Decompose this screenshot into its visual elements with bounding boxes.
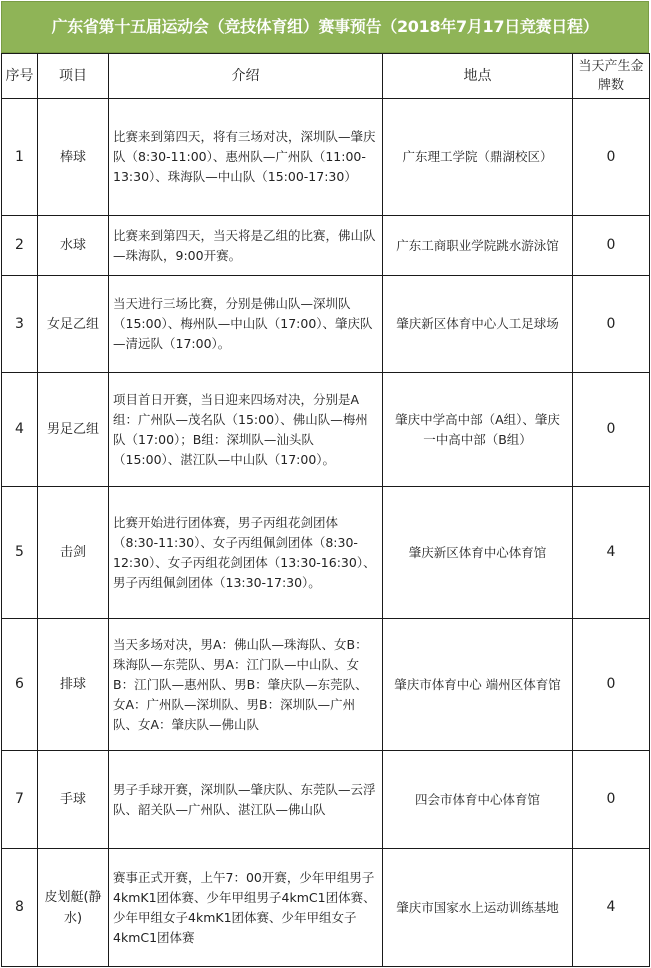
row-venue: 肇庆市体育中心 端州区体育馆 [383, 619, 573, 751]
page-title: 广东省第十五届运动会（竞技体育组）赛事预告（2018年7月17日竞赛日程） [1, 1, 649, 53]
row-event: 棒球 [38, 99, 109, 216]
table-row [2, 373, 650, 487]
row-event: 手球 [38, 751, 109, 849]
row-medals: 4 [573, 849, 650, 967]
row-venue: 广东理工学院（鼎湖校区） [383, 99, 573, 216]
column-header-medals: 当天产生金牌数 [573, 54, 650, 99]
row-description: 当天进行三场比赛，分别是佛山队—深圳队（15:00）、梅州队—中山队（17:00）、肇庆队—清远队（17:00）。 [109, 276, 383, 373]
row-event: 排球 [38, 619, 109, 751]
row-description: 当天多场对决，男A：佛山队—珠海队、女B：珠海队—东莞队、男A：江门队—中山队、女B：江门队—惠州队、男B：肇庆队—东莞队、女A：广州队—深圳队、男B：深圳队—广州队、女A：肇庆队—佛山队 [109, 619, 383, 751]
row-index: 7 [2, 751, 38, 849]
table-row [2, 99, 650, 216]
row-venue: 肇庆新区体育中心人工足球场 [383, 276, 573, 373]
table-header-row [2, 54, 650, 99]
table-row [2, 751, 650, 849]
row-event: 击剑 [38, 487, 109, 619]
row-event: 女足乙组 [38, 276, 109, 373]
row-venue: 肇庆新区体育中心体育馆 [383, 487, 573, 619]
row-index: 6 [2, 619, 38, 751]
row-medals: 0 [573, 751, 650, 849]
row-medals: 0 [573, 216, 650, 276]
row-venue: 肇庆市国家水上运动训练基地 [383, 849, 573, 967]
row-description: 赛事正式开赛，上午7：00开赛，少年甲组男子4kmK1团体赛、少年甲组男子4kmC1团体赛、少年甲组女子4kmK1团体赛、少年甲组女子4kmC1团体赛 [109, 849, 383, 967]
table-row [2, 849, 650, 967]
row-medals: 0 [573, 276, 650, 373]
column-header-venue: 地点 [383, 54, 573, 99]
row-description: 项目首日开赛，当日迎来四场对决，分别是A组：广州队—茂名队（15:00）、佛山队—梅州队（17:00）；B组：深圳队—汕头队（15:00）、湛江队—中山队（17:00）。 [109, 373, 383, 487]
column-header-description: 介绍 [109, 54, 383, 99]
row-index: 3 [2, 276, 38, 373]
row-description: 男子手球开赛，深圳队—肇庆队、东莞队—云浮队、韶关队—广州队、湛江队—佛山队 [109, 751, 383, 849]
row-venue: 广东工商职业学院跳水游泳馆 [383, 216, 573, 276]
row-index: 4 [2, 373, 38, 487]
row-event: 皮划艇(静水) [38, 849, 109, 967]
row-index: 5 [2, 487, 38, 619]
table-row [2, 216, 650, 276]
row-description: 比赛来到第四天，将有三场对决，深圳队—肇庆队（8:30-11:00）、惠州队—广州队（11:00-13:30）、珠海队—中山队（15:00-17:30） [109, 99, 383, 216]
table-row [2, 619, 650, 751]
table-row [2, 276, 650, 373]
row-index: 2 [2, 216, 38, 276]
row-index: 1 [2, 99, 38, 216]
row-description: 比赛开始进行团体赛，男子丙组花剑团体（8:30-11:30）、女子丙组佩剑团体（8:30-12:30）、女子丙组花剑团体（13:30-16:30）、男子丙组佩剑团体（13:30-17:30）。 [109, 487, 383, 619]
row-medals: 0 [573, 373, 650, 487]
row-medals: 0 [573, 99, 650, 216]
table-row [2, 487, 650, 619]
row-event: 男足乙组 [38, 373, 109, 487]
column-header-index: 序号 [2, 54, 38, 99]
row-venue: 四会市体育中心体育馆 [383, 751, 573, 849]
row-medals: 4 [573, 487, 650, 619]
row-event: 水球 [38, 216, 109, 276]
row-index: 8 [2, 849, 38, 967]
column-header-event: 项目 [38, 54, 109, 99]
schedule-table [1, 53, 650, 967]
row-venue: 肇庆中学高中部（A组）、肇庆一中高中部（B组） [383, 373, 573, 487]
row-medals: 0 [573, 619, 650, 751]
row-description: 比赛来到第四天，当天将是乙组的比赛，佛山队—珠海队，9:00开赛。 [109, 216, 383, 276]
